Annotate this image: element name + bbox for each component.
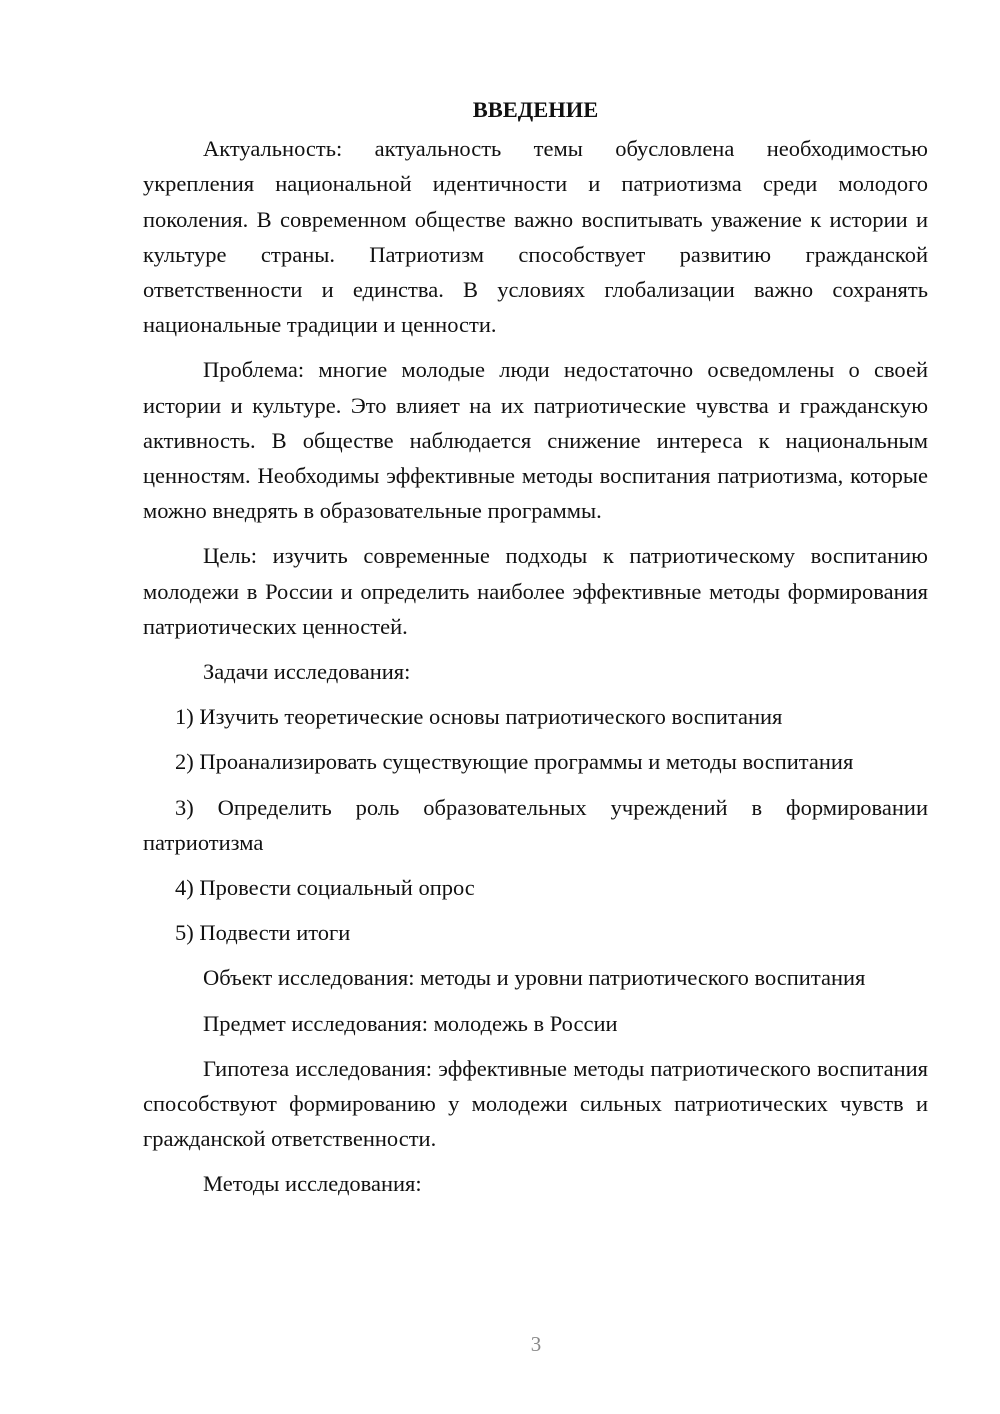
methods-heading: Методы исследования: [203, 1171, 422, 1197]
task-item-4: 4) Провести социальный опрос [175, 875, 475, 901]
problem-paragraph: Проблема: многие молодые люди недостаточно осведомлены о своей истории и культуре. Это влияет на их патриотические чувства и гражданскую активность. В обществе наблюдается снижение интереса к национальным ценностям. Необходимы эффективные методы воспитания патриотизма, которые можно внедрять в образовательные программы. [143, 357, 928, 524]
relevance-paragraph: Актуальность: актуальность темы обусловлена необходимостью укрепления национальной идентичности и патриотизма среди молодого поколения. В современном обществе важно воспитывать уважение к истории и культуре страны. Патриотизм способствует развитию гражданской ответственности и единства. В условиях глобализации важно сохранять национальные традиции и ценности. [143, 136, 928, 338]
page-content [143, 92, 928, 1212]
task-item-3: 3) Определить роль образовательных учреждений в формировании патриотизма [143, 794, 928, 855]
object-paragraph: Объект исследования: методы и уровни патриотического воспитания [203, 965, 866, 991]
task-item-2: 2) Проанализировать существующие программы и методы воспитания [175, 749, 854, 775]
hypothesis-paragraph: Гипотеза исследования: эффективные методы патриотического воспитания способствуют формированию у молодежи сильных патриотических чувств и гражданской ответственности. [143, 1055, 928, 1152]
subject-paragraph: Предмет исследования: молодежь в России [203, 1010, 618, 1036]
tasks-heading: Задачи исследования: [203, 659, 411, 685]
page-title: ВВЕДЕНИЕ [472, 97, 599, 122]
task-item-1: 1) Изучить теоретические основы патриотического воспитания [175, 704, 783, 730]
goal-paragraph: Цель: изучить современные подходы к патриотическому воспитанию молодежи в России и определить наиболее эффективные методы формирования патриотических ценностей. [143, 543, 928, 639]
task-item-5: 5) Подвести итоги [175, 920, 351, 946]
page-number: 3 [530, 1332, 542, 1356]
